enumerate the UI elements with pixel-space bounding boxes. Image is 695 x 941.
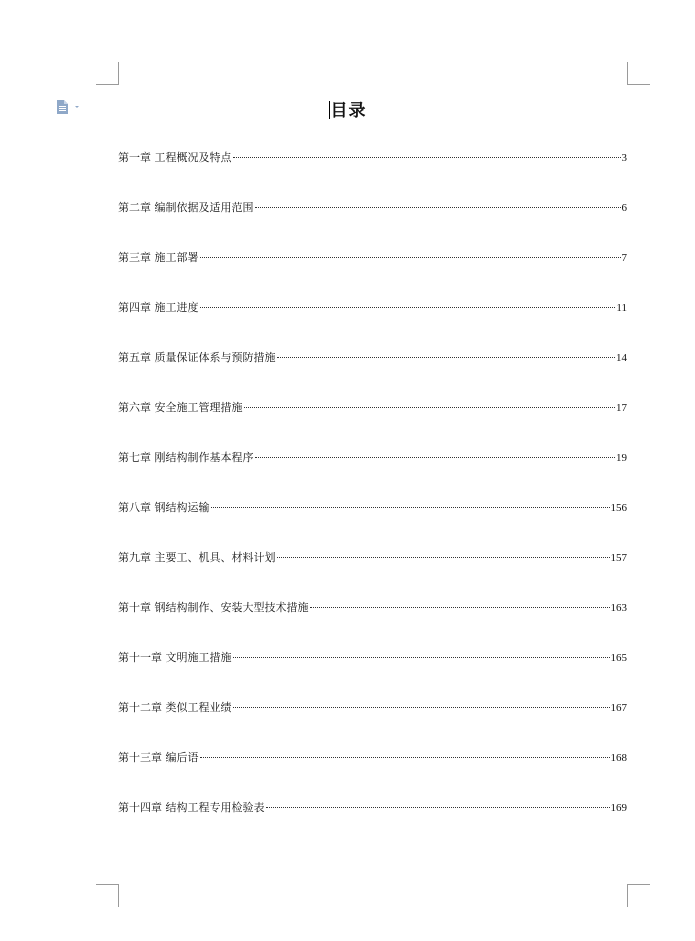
toc-entry[interactable] — [118, 650, 627, 700]
toc-entry[interactable] — [118, 450, 627, 500]
toc-entry[interactable] — [118, 550, 627, 600]
page-corner-mark-bottom-left — [96, 884, 119, 907]
toc-entry-page-number: 165 — [610, 652, 627, 664]
toc-entry-label: 第十章 钢结构制作、安装大型技术措施 — [118, 601, 309, 614]
page-corner-mark-bottom-right — [627, 884, 650, 907]
toc-entry[interactable] — [118, 600, 627, 650]
toc-entry-page-number: 167 — [610, 702, 627, 714]
toc-dot-leader — [310, 607, 610, 608]
toc-entry-page-number: 17 — [616, 402, 627, 414]
toc-entry-label: 第十一章 文明施工措施 — [118, 651, 232, 664]
toc-entry-label: 第四章 施工进度 — [118, 301, 199, 314]
toc-entry-label: 第十二章 类似工程业绩 — [118, 701, 232, 714]
toc-entry-page-number: 163 — [610, 602, 627, 614]
toc-dot-leader — [200, 257, 621, 258]
toc-entry[interactable] — [118, 300, 627, 350]
toc-entry-label: 第七章 刚结构制作基本程序 — [118, 451, 254, 464]
toc-dot-leader — [244, 407, 616, 408]
toc-entry-page-number: 168 — [610, 752, 627, 764]
toc-entry[interactable] — [118, 250, 627, 300]
toc-entry[interactable] — [118, 400, 627, 450]
toc-entry[interactable] — [118, 800, 627, 850]
toc-entry-page-number: 14 — [616, 352, 627, 364]
toc-entry-page-number: 157 — [610, 552, 627, 564]
toc-entry-label: 第八章 钢结构运输 — [118, 501, 210, 514]
toc-entry[interactable] — [118, 700, 627, 750]
toc-dot-leader — [233, 157, 621, 158]
toc-dot-leader — [211, 507, 610, 508]
toc-entry-page-number: 19 — [616, 452, 627, 464]
toc-dot-leader — [233, 707, 610, 708]
toc-entry[interactable] — [118, 150, 627, 200]
toc-dot-leader — [255, 457, 616, 458]
toc-entry-label: 第二章 编制依据及适用范围 — [118, 201, 254, 214]
toc-entry-page-number: 156 — [610, 502, 627, 514]
page-corner-mark-top-right — [627, 62, 650, 85]
page-corner-mark-top-left — [96, 62, 119, 85]
toc-title: 目录 — [330, 101, 367, 121]
toc-entry-label: 第五章 质量保证体系与预防措施 — [118, 351, 276, 364]
toc-entry-page-number: 169 — [610, 802, 627, 814]
toc-entry-page-number: 7 — [621, 252, 627, 264]
toc-entry[interactable] — [118, 500, 627, 550]
toc-dot-leader — [233, 657, 610, 658]
page-title — [0, 96, 695, 121]
toc-entry-label: 第九章 主要工、机具、材料计划 — [118, 551, 276, 564]
toc-entry[interactable] — [118, 350, 627, 400]
toc-entry-label: 第十三章 编后语 — [118, 751, 199, 764]
toc-dot-leader — [277, 557, 610, 558]
toc-entry-label: 第三章 施工部署 — [118, 251, 199, 264]
toc-dot-leader — [200, 307, 616, 308]
toc-dot-leader — [200, 757, 610, 758]
toc-entry-page-number: 6 — [621, 202, 627, 214]
toc-entry-label: 第一章 工程概况及特点 — [118, 151, 232, 164]
toc-dot-leader — [266, 807, 610, 808]
toc-entry-page-number: 11 — [616, 302, 627, 314]
toc-entry[interactable] — [118, 750, 627, 800]
table-of-contents — [118, 150, 627, 850]
toc-dot-leader — [277, 357, 616, 358]
toc-entry[interactable] — [118, 200, 627, 250]
toc-entry-page-number: 3 — [621, 152, 627, 164]
toc-entry-label: 第十四章 结构工程专用检验表 — [118, 801, 265, 814]
toc-dot-leader — [255, 207, 621, 208]
text-cursor — [329, 101, 330, 119]
toc-entry-label: 第六章 安全施工管理措施 — [118, 401, 243, 414]
